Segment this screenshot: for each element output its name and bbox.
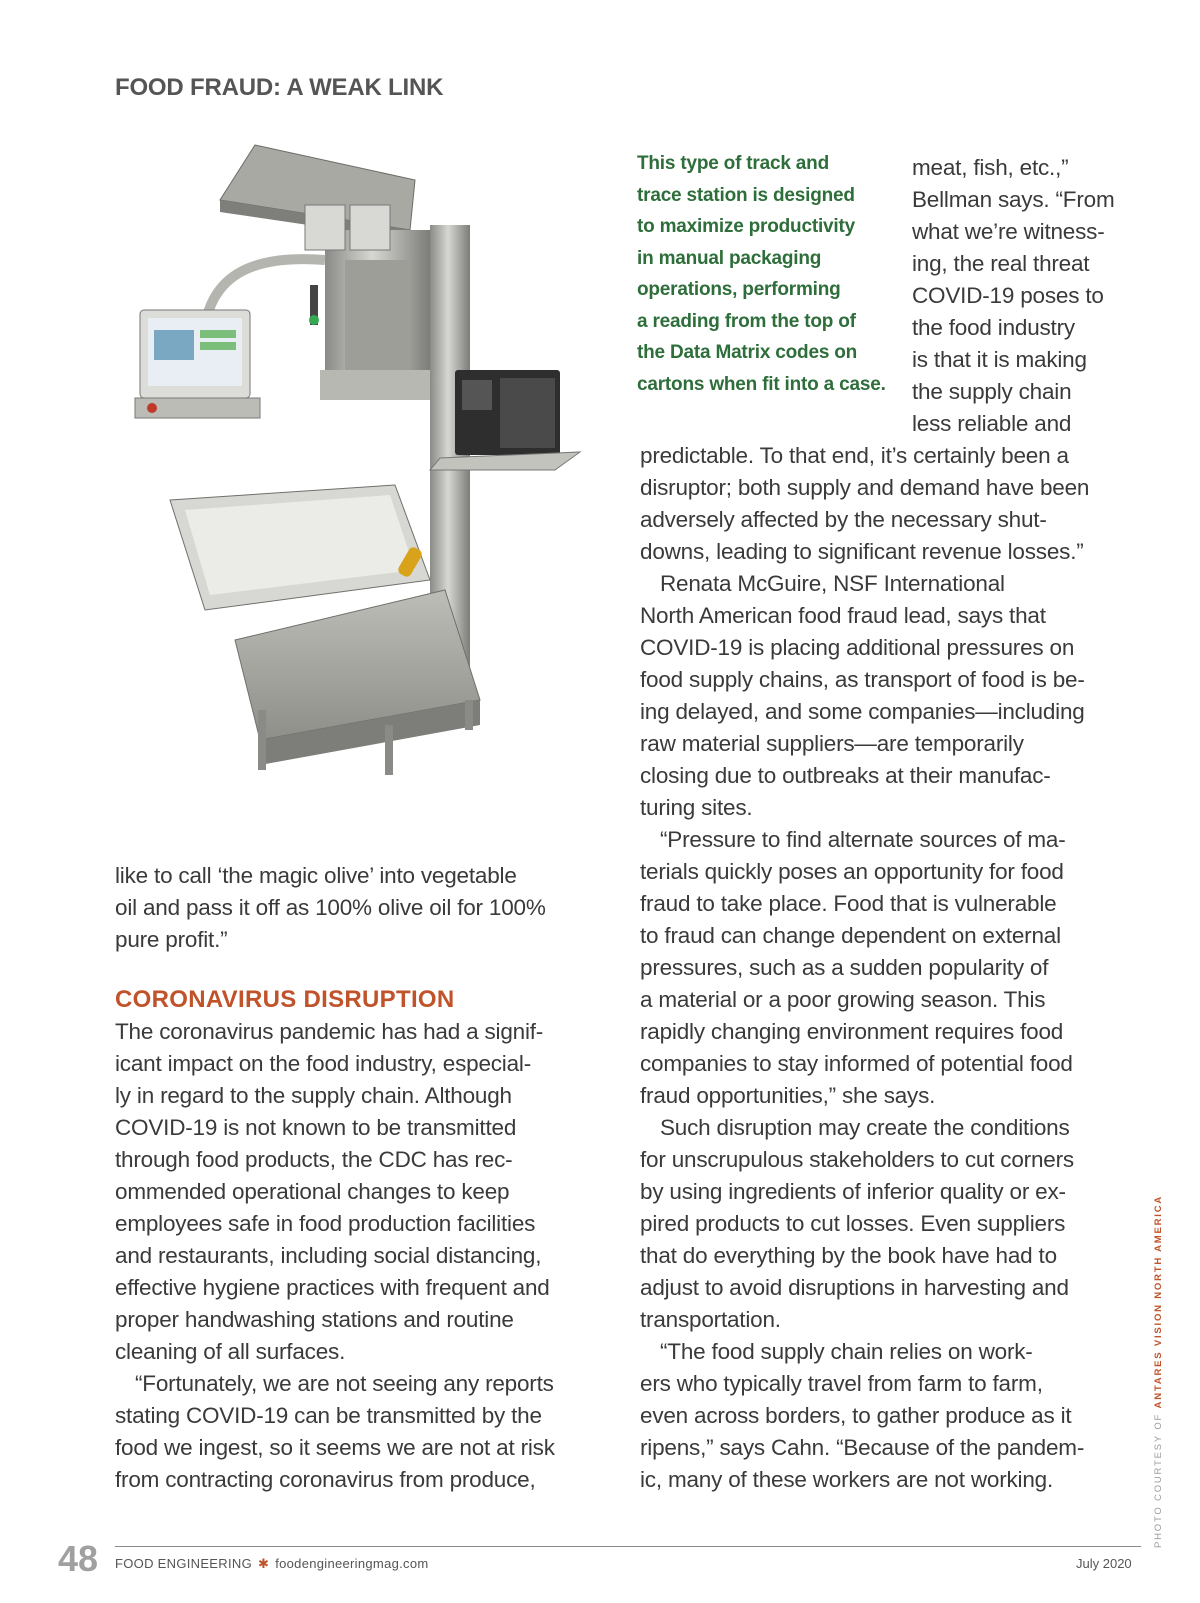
text-line: even across borders, to gather produce as it xyxy=(640,1403,1072,1428)
text-line: companies to stay informed of potential food xyxy=(640,1051,1073,1076)
caption-line: trace station is designed xyxy=(637,184,855,206)
photo-caption xyxy=(637,148,899,400)
text-line: ly in regard to the supply chain. Although xyxy=(115,1083,512,1108)
text-line: raw material suppliers—are temporarily xyxy=(640,731,1024,756)
text-line: COVID-19 is placing additional pressures on xyxy=(640,635,1075,660)
text-line: disruptor; both supply and demand have been xyxy=(640,475,1090,500)
text-line: employees safe in food production facilities xyxy=(115,1211,536,1236)
footer-divider xyxy=(115,1546,1141,1547)
text-line: transportation. xyxy=(640,1307,781,1332)
text-line: that do everything by the book have had to xyxy=(640,1243,1057,1268)
caption-line: to maximize productivity xyxy=(637,216,855,237)
text-line: by using ingredients of inferior quality or ex- xyxy=(640,1179,1066,1204)
track-and-trace-station-photo xyxy=(110,140,610,820)
star-icon: ✱ xyxy=(257,1556,270,1571)
text-line: through food products, the CDC has rec- xyxy=(115,1147,513,1172)
caption-line: in manual packaging xyxy=(637,247,822,269)
text-line: and restaurants, including social distancing, xyxy=(115,1243,542,1268)
text-line: proper handwashing stations and routine xyxy=(115,1307,514,1332)
text-line: rapidly changing environment requires food xyxy=(640,1019,1064,1044)
footer-publication xyxy=(115,1556,429,1572)
text-line: terials quickly poses an opportunity for food xyxy=(640,859,1064,884)
issue-date: July 2020 xyxy=(1076,1556,1132,1571)
text-line: effective hygiene practices with frequent and xyxy=(115,1275,550,1300)
left-column-text xyxy=(115,860,625,1496)
text-line: “Fortunately, we are not seeing any reports xyxy=(135,1371,554,1396)
right-column-text xyxy=(640,440,1145,1496)
text-line: pired products to cut losses. Even suppliers xyxy=(640,1211,1066,1236)
text-line: a material or a poor growing season. This xyxy=(640,987,1046,1012)
subhead-coronavirus-disruption: CORONAVIRUS DISRUPTION xyxy=(115,986,455,1013)
text-line: from contracting coronavirus from produce, xyxy=(115,1467,536,1492)
publication-name: FOOD ENGINEERING xyxy=(115,1556,252,1571)
caption-line: operations, performing xyxy=(637,279,841,300)
text-line: like to call ‘the magic olive’ into vegetable xyxy=(115,863,517,888)
text-line: downs, leading to significant revenue losses.” xyxy=(640,539,1084,564)
text-line: adversely affected by the necessary shut- xyxy=(640,507,1047,532)
right-upper-text xyxy=(912,152,1152,440)
text-line: to fraud can change dependent on external xyxy=(640,923,1061,948)
text-line: pure profit.” xyxy=(115,927,228,952)
text-line: meat, fish, etc.,” xyxy=(912,155,1069,180)
text-line: stating COVID-19 can be transmitted by the xyxy=(115,1403,542,1428)
text-line: the food industry xyxy=(912,315,1075,340)
photo-credit-name: ANTARES VISION NORTH AMERICA xyxy=(1153,1194,1164,1409)
text-line: “Pressure to find alternate sources of ma- xyxy=(660,827,1066,852)
text-line: Such disruption may create the conditions xyxy=(660,1115,1070,1140)
text-line: ers who typically travel from farm to farm, xyxy=(640,1371,1043,1396)
text-line: predictable. To that end, it’s certainly been a xyxy=(640,443,1069,468)
section-header: FOOD FRAUD: A WEAK LINK xyxy=(115,74,444,101)
text-line: ommended operational changes to keep xyxy=(115,1179,510,1204)
text-line: “The food supply chain relies on work- xyxy=(660,1339,1033,1364)
caption-line: a reading from the top of xyxy=(637,310,856,332)
photo-credit xyxy=(1153,1195,1164,1548)
text-line: adjust to avoid disruptions in harvesting and xyxy=(640,1275,1069,1300)
text-line: ripens,” says Cahn. “Because of the pandem- xyxy=(640,1435,1085,1460)
text-line: oil and pass it off as 100% olive oil for 100% xyxy=(115,895,546,920)
text-line: ing, the real threat xyxy=(912,251,1090,276)
caption-line: cartons when fit into a case. xyxy=(637,373,886,395)
text-line: COVID-19 is not known to be transmitted xyxy=(115,1115,517,1140)
text-line: what we’re witness- xyxy=(912,219,1105,244)
text-line: the supply chain xyxy=(912,379,1072,404)
text-line: The coronavirus pandemic has had a signif- xyxy=(115,1019,544,1044)
photo-credit-prefix: PHOTO COURTESY OF xyxy=(1153,1408,1164,1548)
text-line: for unscrupulous stakeholders to cut corners xyxy=(640,1147,1074,1172)
text-line: closing due to outbreaks at their manufac- xyxy=(640,763,1051,788)
text-line: pressures, such as a sudden popularity of xyxy=(640,955,1049,980)
website-link[interactable]: foodengineeringmag.com xyxy=(275,1556,429,1571)
text-line: cleaning of all surfaces. xyxy=(115,1339,346,1364)
caption-line: This type of track and xyxy=(637,153,829,174)
text-line: North American food fraud lead, says that xyxy=(640,603,1046,628)
text-line: Bellman says. “From xyxy=(912,187,1115,212)
text-line: ic, many of these workers are not working. xyxy=(640,1467,1054,1492)
text-line: icant impact on the food industry, especial- xyxy=(115,1051,532,1076)
text-line: fraud opportunities,” she says. xyxy=(640,1083,936,1108)
text-line: food we ingest, so it seems we are not at risk xyxy=(115,1435,555,1460)
text-line: food supply chains, as transport of food is be- xyxy=(640,667,1085,692)
text-line: ing delayed, and some companies—including xyxy=(640,699,1085,724)
text-line: Renata McGuire, NSF International xyxy=(660,571,1005,596)
text-line: turing sites. xyxy=(640,795,753,820)
text-line: COVID-19 poses to xyxy=(912,283,1104,308)
text-line: less reliable and xyxy=(912,411,1072,436)
page-number: 48 xyxy=(58,1538,99,1579)
text-line: fraud to take place. Food that is vulnerable xyxy=(640,891,1057,916)
caption-line: the Data Matrix codes on xyxy=(637,342,858,363)
text-line: is that it is making xyxy=(912,347,1087,372)
